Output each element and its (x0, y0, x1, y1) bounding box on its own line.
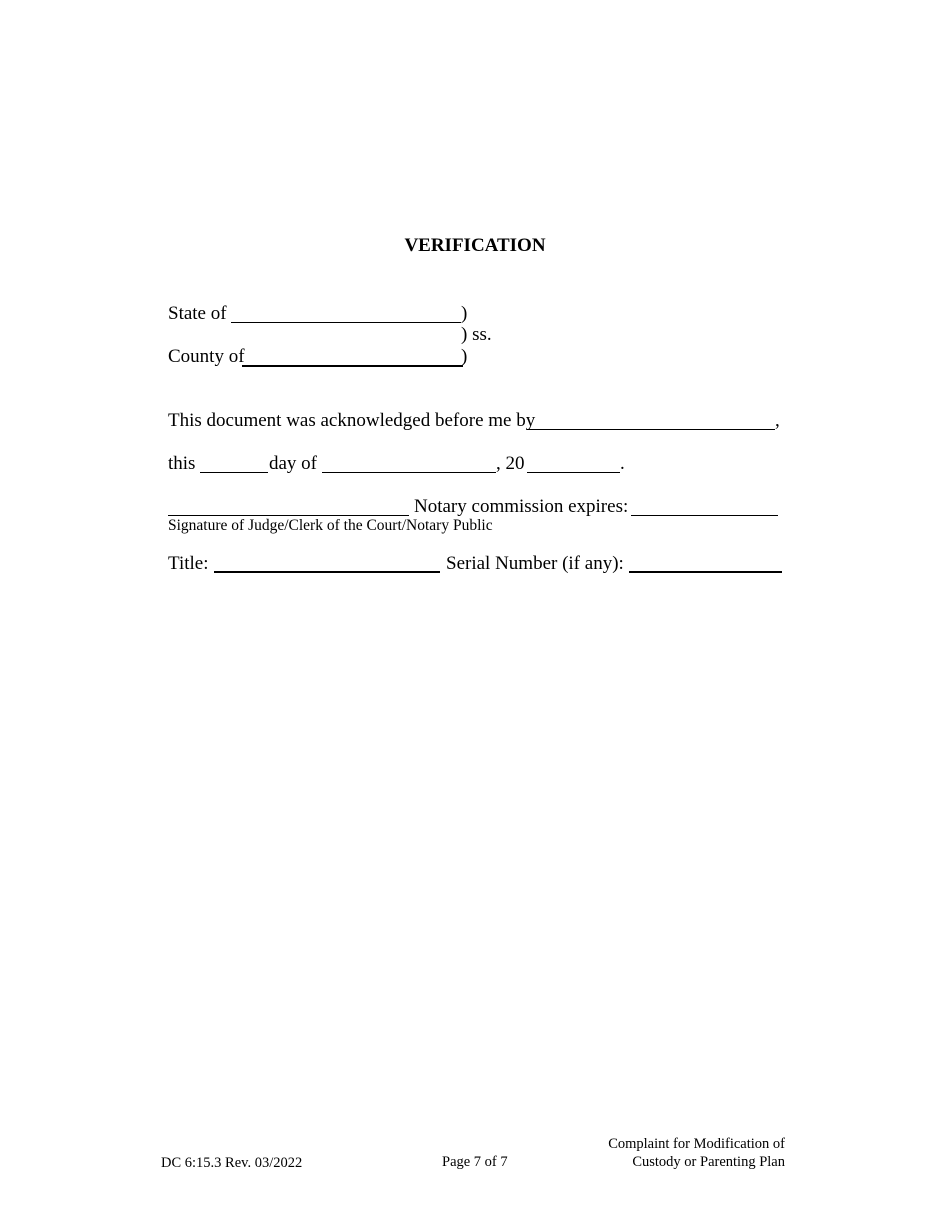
footer-doc-title-line1: Complaint for Modification of (608, 1136, 785, 1152)
footer-form-id: DC 6:15.3 Rev. 03/2022 (161, 1155, 303, 1171)
state-label: State of (168, 303, 227, 324)
day-field[interactable] (200, 472, 268, 473)
acknowledged-by-comma: , (775, 410, 780, 431)
acknowledged-by-text: This document was acknowledged before me by (168, 410, 536, 431)
venue-paren-county: ) (461, 346, 468, 367)
page-title: VERIFICATION (404, 235, 546, 256)
signature-field[interactable] (168, 515, 409, 516)
title-field[interactable] (214, 571, 440, 573)
day-of-label: day of (269, 453, 318, 474)
acknowledged-by-field[interactable] (527, 429, 775, 430)
venue-ss: ) ss. (461, 324, 492, 345)
county-label: County of (168, 346, 245, 367)
county-field[interactable] (242, 365, 463, 367)
serial-number-field[interactable] (629, 571, 782, 573)
venue-paren-state: ) (461, 303, 468, 324)
year-period: . (620, 453, 625, 474)
year-field[interactable] (527, 472, 620, 473)
month-field[interactable] (322, 472, 496, 473)
title-label: Title: (168, 553, 209, 574)
serial-number-label: Serial Number (if any): (446, 553, 624, 574)
this-label: this (168, 453, 196, 474)
year-prefix: , 20 (496, 453, 525, 474)
notary-expires-label: Notary commission expires: (414, 496, 629, 517)
signature-caption: Signature of Judge/Clerk of the Court/Notary Public (168, 517, 493, 534)
footer-page-number: Page 7 of 7 (442, 1154, 508, 1170)
footer-doc-title-line2: Custody or Parenting Plan (632, 1154, 785, 1170)
state-field[interactable] (231, 322, 461, 323)
notary-expires-field[interactable] (631, 515, 778, 516)
